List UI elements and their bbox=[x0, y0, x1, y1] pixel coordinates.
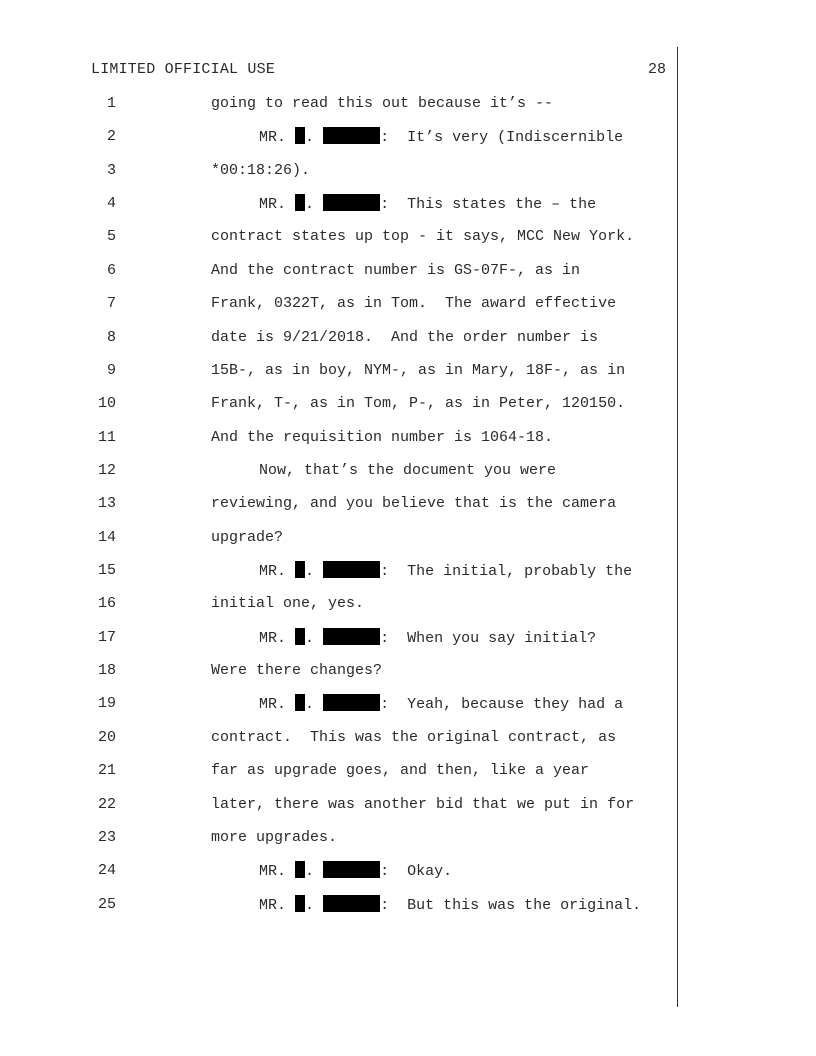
line-text bbox=[211, 661, 382, 681]
line-number: 20 bbox=[97, 728, 116, 746]
line-number: 1 bbox=[106, 95, 116, 112]
line-text bbox=[211, 594, 364, 614]
line-number: 22 bbox=[97, 795, 116, 813]
speaker-line bbox=[259, 194, 596, 215]
spoken-text: When you say initial? bbox=[407, 629, 597, 647]
transcript-line bbox=[0, 261, 816, 281]
transcript-line bbox=[0, 194, 816, 214]
line-text bbox=[259, 461, 556, 481]
spoken-text: upgrade? bbox=[211, 528, 284, 546]
speaker-colon: : bbox=[380, 196, 390, 214]
line-number: 19 bbox=[97, 695, 116, 713]
speaker-line bbox=[259, 628, 596, 649]
line-text bbox=[211, 528, 283, 548]
redaction-box bbox=[323, 561, 380, 578]
speaker-dot: . bbox=[305, 629, 315, 647]
spoken-text: contract. This was the original contract, as bbox=[211, 728, 617, 746]
line-text bbox=[211, 328, 598, 348]
line-number: 24 bbox=[97, 862, 116, 880]
spoken-text: initial one, yes. bbox=[211, 595, 365, 613]
redaction-box bbox=[323, 694, 380, 711]
transcript-line bbox=[0, 94, 816, 114]
line-text bbox=[211, 261, 580, 281]
line-number: 9 bbox=[106, 361, 116, 379]
speaker-title: MR. bbox=[259, 629, 287, 647]
transcript-line bbox=[0, 694, 816, 714]
line-number: 10 bbox=[97, 395, 116, 413]
line-text bbox=[211, 795, 634, 815]
line-number: 15 bbox=[97, 562, 116, 580]
line-text bbox=[211, 761, 589, 781]
transcript-line bbox=[0, 361, 816, 381]
speaker-dot: . bbox=[305, 863, 315, 881]
line-text bbox=[211, 428, 553, 448]
transcript-line bbox=[0, 728, 816, 748]
line-text bbox=[211, 161, 310, 181]
speaker-colon: : bbox=[380, 696, 390, 714]
speaker-dot: . bbox=[305, 896, 315, 914]
transcript-line bbox=[0, 127, 816, 147]
line-text bbox=[211, 494, 616, 514]
line-number: 13 bbox=[97, 495, 116, 513]
redaction-box bbox=[323, 194, 380, 211]
spoken-text: far as upgrade goes, and then, like a year bbox=[211, 762, 590, 780]
transcript-line bbox=[0, 561, 816, 581]
speaker-title: MR. bbox=[259, 696, 287, 714]
transcript-line bbox=[0, 428, 816, 448]
spoken-text: And the contract number is GS-07F-, as in bbox=[211, 261, 581, 279]
spoken-text: going to read this out because it’s -- bbox=[211, 95, 554, 112]
redaction-box bbox=[323, 628, 380, 645]
spoken-text: Were there changes? bbox=[211, 662, 383, 680]
spoken-text: Frank, 0322T, as in Tom. The award effective bbox=[211, 295, 617, 313]
speaker-line bbox=[259, 561, 632, 582]
line-number: 23 bbox=[97, 828, 116, 846]
transcript-line bbox=[0, 861, 816, 881]
spoken-text: It’s very (Indiscernible bbox=[407, 129, 624, 147]
spoken-text: later, there was another bid that we put in for bbox=[211, 795, 635, 813]
spoken-text: But this was the original. bbox=[407, 896, 642, 914]
spoken-text: Frank, T-, as in Tom, P-, as in Peter, 120150. bbox=[211, 395, 626, 413]
transcript-line bbox=[0, 628, 816, 648]
speaker-line bbox=[259, 694, 623, 715]
line-text bbox=[211, 227, 634, 247]
transcript-line bbox=[0, 394, 816, 414]
transcript-line bbox=[0, 594, 816, 614]
transcript-line bbox=[0, 328, 816, 348]
transcript-line bbox=[0, 294, 816, 314]
redaction-box bbox=[323, 861, 380, 878]
line-number: 12 bbox=[97, 461, 116, 479]
redaction-box bbox=[295, 194, 305, 211]
line-number: 14 bbox=[97, 528, 116, 546]
line-number: 25 bbox=[97, 895, 116, 913]
speaker-dot: . bbox=[305, 196, 315, 214]
spoken-text: reviewing, and you believe that is the camera bbox=[211, 495, 617, 513]
speaker-colon: : bbox=[380, 129, 390, 147]
redaction-box bbox=[295, 561, 305, 578]
spoken-text: more upgrades. bbox=[211, 828, 338, 846]
speaker-dot: . bbox=[305, 563, 315, 581]
redaction-box bbox=[323, 895, 380, 912]
line-number: 8 bbox=[106, 328, 116, 346]
spoken-text: *00:18:26). bbox=[211, 161, 311, 179]
transcript-line bbox=[0, 795, 816, 815]
page-header-classification: LIMITED OFFICIAL USE bbox=[91, 61, 276, 78]
transcript-line bbox=[0, 828, 816, 848]
line-number: 4 bbox=[106, 195, 116, 213]
line-number: 21 bbox=[97, 762, 116, 780]
spoken-text: And the requisition number is 1064-18. bbox=[211, 428, 554, 446]
speaker-colon: : bbox=[380, 563, 390, 581]
redaction-box bbox=[295, 628, 305, 645]
line-number: 16 bbox=[97, 595, 116, 613]
transcript-line bbox=[0, 161, 816, 181]
line-text bbox=[211, 94, 553, 114]
transcript-line bbox=[0, 227, 816, 247]
speaker-title: MR. bbox=[259, 863, 287, 881]
transcript-line bbox=[0, 895, 816, 915]
speaker-line bbox=[259, 127, 623, 148]
line-number: 11 bbox=[97, 428, 116, 446]
spoken-text: This states the – the bbox=[407, 196, 597, 214]
line-number: 18 bbox=[97, 662, 116, 680]
line-number: 7 bbox=[106, 295, 116, 313]
speaker-title: MR. bbox=[259, 896, 287, 914]
line-number: 2 bbox=[106, 128, 116, 146]
spoken-text: Now, that’s the document you were bbox=[259, 461, 557, 479]
speaker-line bbox=[259, 861, 452, 882]
speaker-dot: . bbox=[305, 696, 315, 714]
speaker-title: MR. bbox=[259, 563, 287, 581]
spoken-text: Yeah, because they had a bbox=[407, 696, 624, 714]
spoken-text: date is 9/21/2018. And the order number is bbox=[211, 328, 599, 346]
speaker-dot: . bbox=[305, 129, 315, 147]
spoken-text: The initial, probably the bbox=[407, 563, 633, 581]
spoken-text: Okay. bbox=[407, 863, 453, 881]
line-text bbox=[211, 828, 337, 848]
spoken-text: contract states up top - it says, MCC New York. bbox=[211, 228, 635, 246]
speaker-title: MR. bbox=[259, 129, 287, 147]
transcript-line bbox=[0, 461, 816, 481]
speaker-colon: : bbox=[380, 629, 390, 647]
transcript-line bbox=[0, 661, 816, 681]
line-text bbox=[211, 294, 616, 314]
redaction-box bbox=[295, 694, 305, 711]
redaction-box bbox=[295, 895, 305, 912]
line-number: 6 bbox=[106, 261, 116, 279]
transcript-line bbox=[0, 494, 816, 514]
line-text bbox=[211, 361, 625, 381]
line-number: 3 bbox=[106, 161, 116, 179]
transcript-line bbox=[0, 761, 816, 781]
redaction-box bbox=[295, 861, 305, 878]
redaction-box bbox=[295, 127, 305, 144]
speaker-title: MR. bbox=[259, 196, 287, 214]
redaction-box bbox=[323, 127, 380, 144]
line-number: 17 bbox=[97, 628, 116, 646]
line-text bbox=[211, 394, 625, 414]
line-text bbox=[211, 728, 616, 748]
line-number: 5 bbox=[106, 228, 116, 246]
page-number: 28 bbox=[647, 61, 666, 78]
speaker-colon: : bbox=[380, 896, 390, 914]
speaker-line bbox=[259, 895, 641, 916]
spoken-text: 15B-, as in boy, NYM-, as in Mary, 18F-, as in bbox=[211, 361, 626, 379]
transcript-line bbox=[0, 528, 816, 548]
speaker-colon: : bbox=[380, 863, 390, 881]
